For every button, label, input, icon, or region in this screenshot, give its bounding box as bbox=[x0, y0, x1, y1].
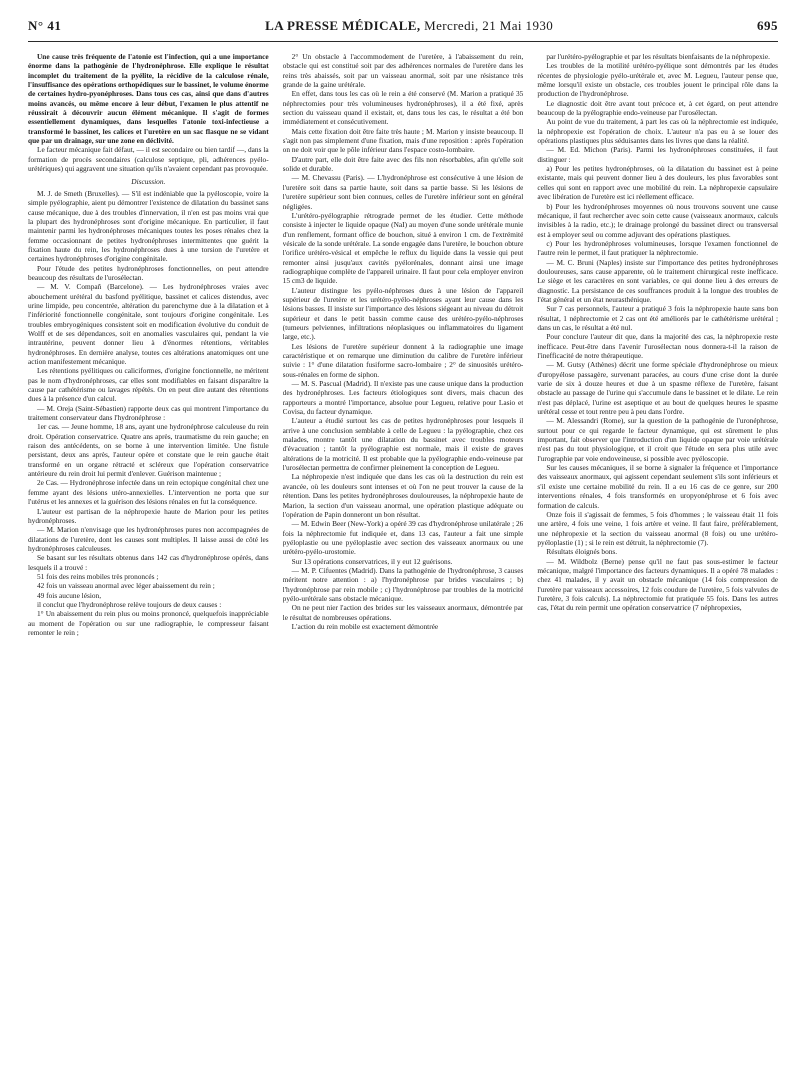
paragraph: 2° Un obstacle à l'accommodement de l'uretère, à l'abaissement du rein, obstacle qui est constitué soit par des adhérences normales de l'uretère dans les reins très abaissés, soit par un vaisseau anormal, soit par une résistance très grande de la gaine urétérale. bbox=[282, 52, 524, 90]
paragraph: Sur les causes mécaniques, il se borne à signaler la fréquence et l'importance des vaisseaux anormaux, qui agissent cependant seulement s'ils sont inférieurs et s'il existe une certaine mobilité du rein. Il a eu 16 cas de ce genre, sur 200 interventions rénales, 4 fois transformés en uropyonéphrose et 6 fois avec formation de calculs. bbox=[537, 463, 779, 510]
paragraph: 49 fois aucune lésion, bbox=[37, 590, 102, 600]
paragraph: On ne peut nier l'action des brides sur les vaisseaux anormaux, démontrée par le résultat de nombreuses opérations. bbox=[282, 603, 524, 622]
paragraph: Sur 13 opérations conservatrices, il y eut 12 guérisons. bbox=[291, 556, 453, 566]
paragraph: 42 fois un vaisseau anormal avec léger abaissement du rein ; bbox=[37, 581, 215, 591]
paragraph: 1er cas. — Jeune homme, 18 ans, ayant une hydronéphrose calculeuse du rein droit. Opération conservatrice. Quatre ans après, traumatisme du rein gauche; en raison des antécédents, on se borne à une intervention limitée. Une fistule persistant, deux ans après, l'auteur opère et constate que le rein gauche était transformé en un organe rétracté et scléreux que l'opération conservatrice antérieure du rein droit lui permit d'enlever. Guérison maintenue ; bbox=[28, 422, 269, 479]
journal-name: LA PRESSE MÉDICALE, bbox=[265, 18, 421, 33]
text-columns bbox=[28, 52, 778, 1072]
paragraph: Sur 7 cas personnels, l'auteur a pratiqué 3 fois la néphropexie haute sans bon résultat, 1 néphrectomie et 2 cas ont été améliorés par le cathétérisme urétéral ; dans un cas, le résultat a été nul. bbox=[537, 304, 779, 332]
issue-number: N° 41 bbox=[28, 18, 62, 33]
page-number: 695 bbox=[756, 18, 778, 33]
paragraph: Pour conclure l'auteur dit que, dans la majorité des cas, la néphropexie reste inefficace. Peut-être dans l'avenir l'urosélectan nous donnera-t-il la raison de l'inefficacité de notre thérapeutique. bbox=[537, 332, 779, 360]
paragraph: — M. Ed. Michon (Paris). Parmi les hydronéphroses constituées, il faut distinguer : bbox=[537, 145, 779, 164]
paragraph: Le diagnostic doit être avant tout précoce et, à cet égard, on peut attendre beaucoup de la pyélographie endo-veineuse par l'urosélectan. bbox=[537, 98, 779, 118]
paragraph: 2e Cas. — Hydronéphrose infectée dans un rein ectopique congénital chez une femme ayant des lésions utéro-annexielles. L'intervention ne porta que sur l'utérus et les annexes et la guérison des lésions rénales en fut la conséquence. bbox=[28, 478, 269, 507]
paragraph: Mais cette fixation doit être faite très haute ; M. Marion y insiste beaucoup. Il s'agit non pas simplement d'une fixation, mais d'une reposition : après l'opération on ne doit voir que le pôle inférieur dans l'espace costo-lombaire. bbox=[282, 126, 524, 155]
section-heading: Discussion. bbox=[131, 177, 166, 187]
paragraph: L'auteur est partisan de la néphropexie haute de Marion pour les petites hydronéphroses. bbox=[28, 506, 269, 525]
journal-title bbox=[265, 18, 553, 34]
paragraph: L'urétéro-pyélographie rétrograde permet de les étudier. Cette méthode consiste à injecter le liquide opaque (NaI) au moyen d'une sonde urétérale munie d'un renflement, formant office de bouchon, situé à environ 1 cm. de l'extrémité vésicale de la sonde urétérale. La sonde engagée dans l'uretère, le bouchon obture l'orifice urétéro-vésical et empêche le reflux du liquide dans la vessie qui peut remonter ainsi jusqu'aux cavités pyélorénales, donnant ainsi une image radiographique complète de l'appareil urinaire. Il faut pour cela employer environ 15 cm3 de liquide. bbox=[282, 210, 524, 286]
paragraph: La néphropexie n'est indiquée que dans les cas où la destruction du rein est avancée, où les douleurs sont intenses et où l'on ne peut trouver la cause de la rétention. Dans les petites hydronéphroses douloureuses, la néphropexie haute de Marion, la section d'un vaisseau anormal, une opération plastique adéquate ou l'opération de Papin donneront un bon résultat. bbox=[282, 472, 524, 519]
paragraph: M. J. de Smeth (Bruxelles). — S'il est indéniable que la pyéloscopie, voire la simple pyélographie, aient pu démontrer l'existence de dilatation du bassinet sans cause mécanique, due à des troubles d'innervation, il n'en est pas moins vrai que la plupart des hydronéphroses sont d'origine mécanique. En particulier, il faut maintenir parmi les hydronéphroses mécaniques toutes les poses rénales chez la femme occasionnant de petites hydronéphroses intermittentes que guérit la fixation haute du rein, les hydronéphroses dues à une torsion de l'uretère et certaines hydronéphroses d'origine congénitale. bbox=[28, 188, 269, 264]
paragraph: D'autre part, elle doit être faite avec des fils non résorbables, afin qu'elle soit solide et durable. bbox=[282, 154, 524, 174]
paragraph: Se basant sur les résultats obtenus dans 142 cas d'hydronéphrose opérés, dans lesquels il a trouvé : bbox=[28, 553, 269, 572]
paragraph: Les rétentions pyélitiques ou caliciformes, d'origine fonctionnelle, ne méritent pas le nom d'hydronéphroses, car elles sont modifiables en faisant disparaître la cause par cathétérisme ou lavages répétés. On en peut dire autant des rétentions dues à la présence d'un calcul. bbox=[28, 366, 269, 404]
column-1 bbox=[28, 52, 269, 1072]
column-3 bbox=[537, 52, 778, 1072]
paragraph: Onze fois il s'agissait de femmes, 5 fois d'hommes ; le vaisseau était 11 fois une artère, 4 fois une veine, 1 fois artère et veine. Il faut faire, préférablement, une néphropexie et la section du vaisseau anormal (8 fois) ou une urétéro-pyéloplastie (1) ; si le rein est détruit, la néphrectomie (7). bbox=[537, 509, 779, 547]
paragraph: 1° Un abaissement du rein plus ou moins prononcé, quelquefois inappréciable au moment de l'opération ou sur une radiographie, le compresseur faisant remonter le rein ; bbox=[28, 609, 269, 637]
paragraph: Les lésions de l'uretère supérieur donnent à la radiographie une image caractéristique et on remarque une diminution du calibre de l'uretère inférieur suivie : 1° d'une dilatation fusiforme sacro-lombaire ; 2° de sinuosités urétéro-sous-rénales en forme de siphon. bbox=[282, 341, 524, 379]
paragraph: Pour l'étude des petites hydronéphroses fonctionnelles, on peut attendre beaucoup des résultats de l'urosélectan. bbox=[28, 263, 269, 282]
paragraph: — M. Chevassu (Paris). — L'hydronéphrose est consécutive à une lésion de l'uretère soit dans sa partie haute, soit dans sa partie basse. Si les lésions de l'uretère supérieur sont bien connues, celles de l'uretère inférieur sont en général négligées. bbox=[282, 173, 524, 211]
paragraph: par l'urétéro-pyélographie et par les résultats bienfaisants de la néphropexie. bbox=[546, 52, 770, 61]
paragraph: — M. Edwin Beer (New-York) a opéré 39 cas d'hydronéphrose unilatérale ; 26 fois la néphrectomie fut indiquée et, dans 13 cas, l'auteur a fait une simple pyéloplastie ou une pyéloplastie avec section des vaisseaux anormaux ou une urétéro-pyélo-urostomie. bbox=[282, 519, 524, 557]
paragraph: Le facteur mécanique fait défaut, — il est secondaire ou bien tardif —, dans la formation de procès secondaires (calculose septique, pli, adhérences pyélo-urétériques) qui aggravent une situation qu'ils n'avaient cependant pas provoquée. bbox=[28, 145, 269, 174]
paragraph: — M. S. Pascual (Madrid). Il n'existe pas une cause unique dans la production des hydronéphroses. Les facteurs étiologiques sont divers, mais chacun des rapporteurs a montré l'importance, absolue pour Legueu, relative pour Lasio et Covisa, du facteur dynamique. bbox=[282, 379, 524, 417]
column-2 bbox=[283, 52, 524, 1072]
paragraph: Une cause très fréquente de l'atonie est l'infection, qui a une importance énorme dans la pathogénie de l'hydronéphrose. Elle explique le résultat incomplet du traitement de la pyélite, la récidive de la calculose rénale, l'insuffisance des opérations orthopédiques sur le bassinet, le volume énorme de certaines hydro-pyonéphroses. Dans tous ces cas, ainsi que dans d'autres moins avancés, ou même encore à leur début, l'examen le plus attentif ne réussirait à découvrir aucun élément mécanique. Il s'agit de formes essentiellement dynamiques, dans lesquelles l'atonie toxi-infectieuse a transformé le bassinet, les calices et l'uretère en un sac flasque ne se vidant que par un drainage, sur une zone en déclivité. bbox=[28, 52, 269, 146]
paragraph: L'auteur distingue les pyélo-néphroses dues à une lésion de l'appareil supérieur de l'uretère et les urétéro-pyélo-néphroses ayant leur cause dans les lésions basses. Il insiste sur l'importance des lésions siégeant au niveau du détroit supérieur et dans le petit bassin comme cause des urétéro-pyélo-néphroses (tumeurs pelviennes, infiltrations néoplasiques ou inflammatoires du ligament large, etc.). bbox=[282, 285, 524, 342]
paragraph: — M. Oreja (Saint-Sébastien) rapporte deux cas qui montrent l'importance du traitement conservateur dans l'hydronéphrose : bbox=[28, 403, 269, 423]
paragraph: c) Pour les hydronéphroses volumineuses, lorsque l'examen fonctionnel de l'autre rein le permet, il faut pratiquer la néphrectomie. bbox=[537, 238, 779, 258]
paragraph: En effet, dans tous les cas où le rein a été conservé (M. Marion a pratiqué 35 néphrectomies pour très volumineuses hydronéphroses), il a été fixé, après section du vaisseau quand il existait, et, dans tous les cas, le résultat a été bon immédiatement et consécutivement. bbox=[282, 89, 524, 127]
paragraph: b) Pour les hydronéphroses moyennes où nous trouvons souvent une cause mécanique, il faut rechercher avec soin cette cause (vaisseaux anormaux, calculs invisibles à la radio, etc.); le drainage prolongé du bassinet direct ou transversal est à employer seul ou comme adjuvant des opérations plastiques. bbox=[537, 201, 779, 239]
paragraph: Résultats éloignés bons. bbox=[546, 547, 618, 557]
paragraph: Au point de vue du traitement, à part les cas où la néphrectomie est indiquée, la néphropexie est l'opération de choix. L'auteur n'a pas eu à se louer des opérations plastiques plus séduisantes dans les livres que dans la réalité. bbox=[537, 117, 779, 146]
issue-date: Mercredi, 21 Mai 1930 bbox=[424, 18, 554, 33]
paragraph: — M. Gutsy (Athènes) décrit une forme spéciale d'hydronéphrose ou mieux d'uropyélose passagère, survenant paracées, au cours d'une crise dont la durée varie de six à douze heures et due à un spasme réflexe de l'uretère, faisant obstacle au passage de l'urine qui s'accumule dans le bassinet et le dilate. Le rein n'est pas déplacé, l'urine est aseptique et au bout de quelques heures le spasme urétéral cesse et tout rentre peu à peu dans l'ordre. bbox=[537, 360, 779, 417]
paragraph: — M. C. Bruni (Naples) insiste sur l'importance des petites hydronéphroses douloureuses, sans cause apparente, où le traitement chirurgical reste inefficace. Le siège et les caractères en sont variables, ce qui donne lieu à des erreurs de diagnostic. La persistance de ces souffrances produit à la longue des troubles de l'état général et un état neurasthénique. bbox=[537, 257, 779, 304]
paragraph: — M. Marion n'envisage que les hydronéphroses pures non accompagnées de dilatations de l'uretère, dont les causes sont multiples. Il laisse aussi de côté les hydronéphroses calculeuses. bbox=[28, 525, 269, 553]
paragraph: — M. P. Cifuentes (Madrid). Dans la pathogénie de l'hydronéphrose, 3 causes méritent notre attention : a) l'hydronéphrose par brides vasculaires ; b) l'hydronéphrose par rein mobile ; c) l'hydronéphrose par troubles de la motricité pyélo-urétérale sans obstacle mécanique. bbox=[282, 565, 524, 603]
paragraph: 51 fois des reins mobiles très prononcés ; bbox=[37, 571, 159, 581]
paragraph: L'action du rein mobile est exactement démontrée bbox=[291, 621, 439, 631]
paragraph: Les troubles de la motilité urétéro-pyélique sont démontrés par les études récentes de physiologie pyélo-urétérale et, avec M. Legueu, l'auteur pense que, même lorsqu'il existe un obstacle, ces troubles jouent le principal rôle dans la production de l'hydronéphrose. bbox=[537, 61, 779, 99]
running-head bbox=[28, 18, 778, 42]
paragraph: — M. Alessandri (Rome), sur la question de la pathogénie de l'uronéphrose, surtout pour ce qui regarde le facteur dynamique, qui est sûrement le plus important, fait observer que l'introduction d'un liquide opaque par voie urétérale n'est pas du tout physiologique, et il croit que l'étude en sera plus utile avec l'urographie par voie endoveineuse, si possible avec pyéloscopie. bbox=[537, 416, 779, 463]
paragraph: L'auteur a étudié surtout les cas de petites hydronéphroses pour lesquels il arrive à une conclusion semblable à celle de Legueu : la pyélographie, chez ces malades, montre tantôt une dilatation du bassinet avec troubles moteurs d'évacuation ; tantôt la pyélographie est normale, mais il existe de graves altérations de la motricité. Il est probable que la pyélographie endo-veineuse par l'urosélectan permettra de confirmer pleinement la conception de Legueu. bbox=[282, 416, 524, 473]
paragraph: — M. Wildbolz (Berne) pense qu'il ne faut pas sous-estimer le facteur mécanique, malgré l'importance des facteurs dynamiques. Il a opéré 78 malades : chez 41 malades, il y avait un obstacle mécanique (14 fois compression de l'uretère par vaisseaux accessoires, 12 fois coudure de l'uretère, 5 fois valvules de l'uretère, 3 fois calculs). La néphrectomie fut pratiquée 55 fois. Dans les autres cas, l'état du rein permit une opération conservatrice (7 néphropexies, bbox=[537, 556, 779, 613]
paragraph: a) Pour les petites hydronéphroses, où la dilatation du bassinet est à peine existante, mais qui peuvent donner lieu à des douleurs, les plus favorables sont celles qui sont en rapport avec une mobilité du rein. La néphropexie capsulaire avec libération de l'uretère est ici réellement efficace. bbox=[537, 164, 779, 202]
paragraph: — M. V. Compañ (Barcelone). — Les hydronéphroses vraies avec abouchement urétéral du basfond pyélitique, bassinet et calices distendus, avec urine limpide, peu concentrée, altération du parenchyme due à la dilatation et à l'infériorité fonctionnelle congénitale, sont toujours d'origine congénitale. Les troubles embryogéniques consistent soit en modification évolutive du conduit de Wolff et de ses dépendances, soit en anomalies vasculaires qui, pendant la vie intrautérine, peuvent donner lieu à d'énormes rétentions, véritables hydronéphroses. En dernière analyse, toutes ces altérations anatomiques ont une action manifestement mécanique. bbox=[28, 282, 269, 366]
paragraph: il conclut que l'hydronéphrose relève toujours de deux causes : bbox=[37, 599, 222, 609]
